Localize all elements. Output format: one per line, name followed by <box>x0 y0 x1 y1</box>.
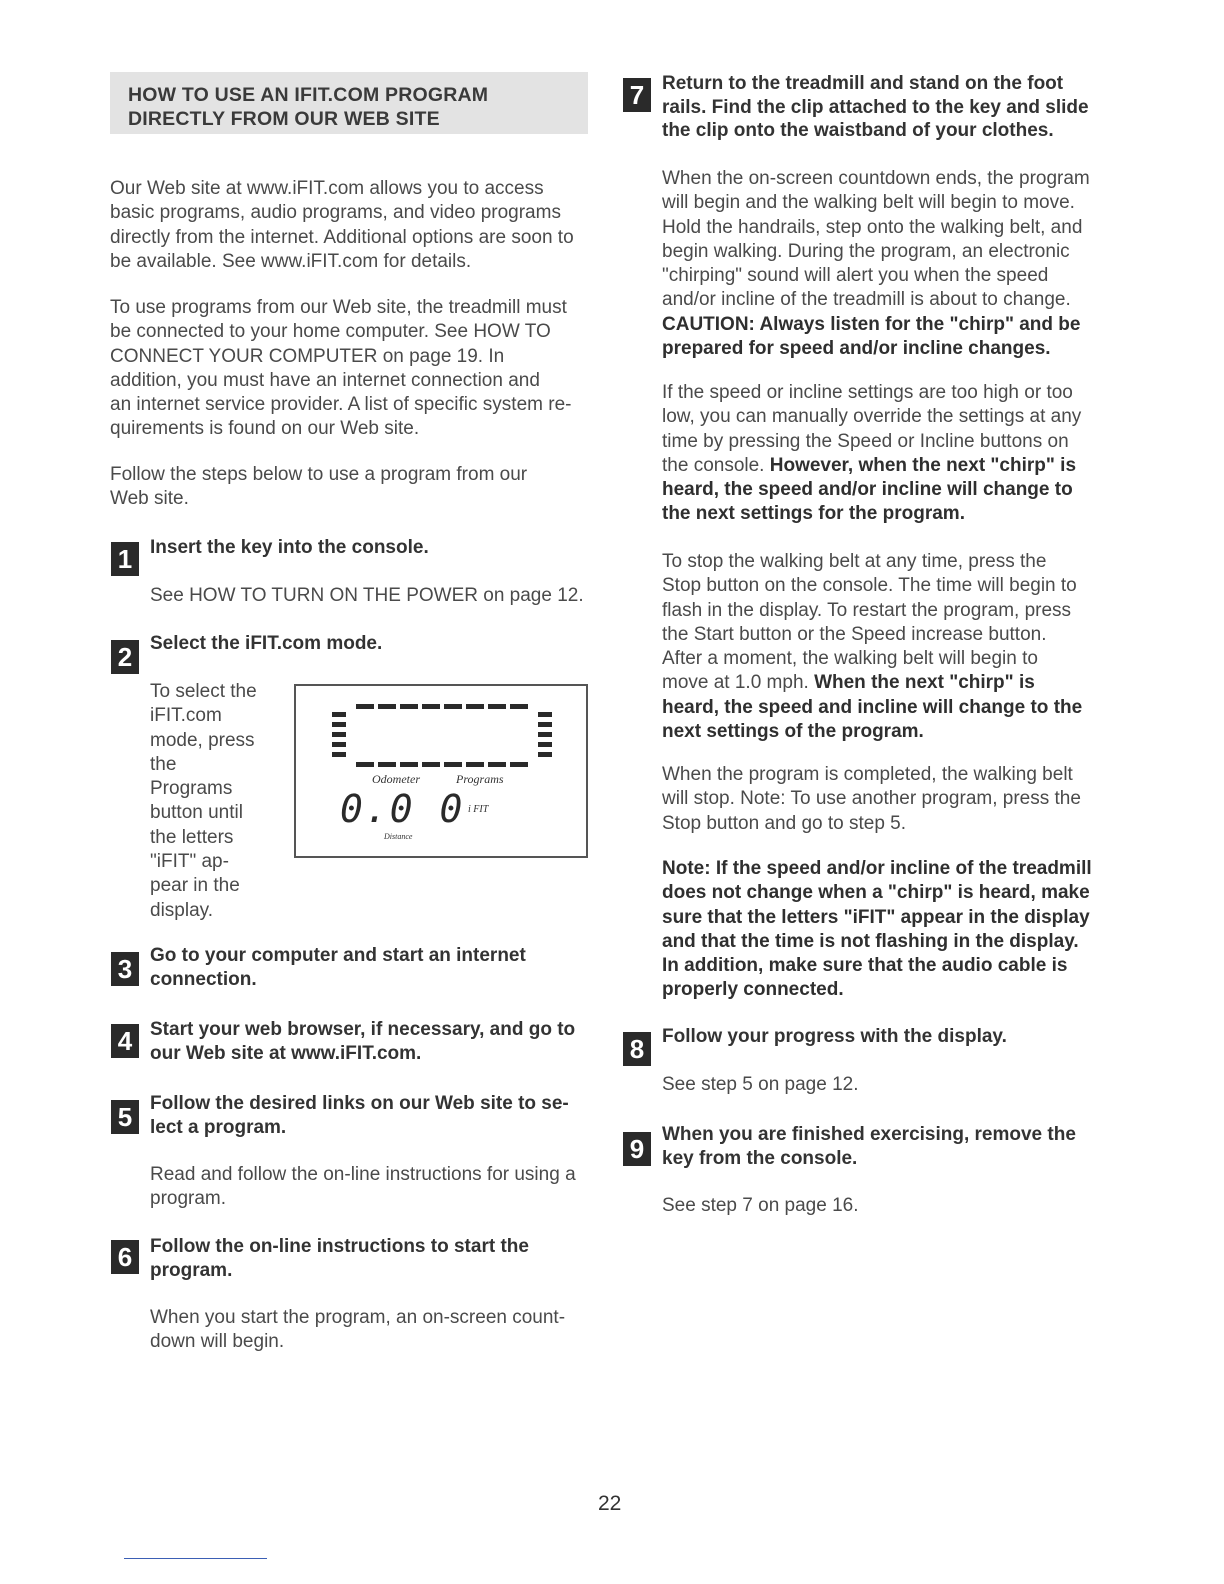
step-9-heading: When you are finished exercising, remove the key from the console. <box>662 1124 1076 1169</box>
step-5-badge: 5 <box>111 1100 139 1134</box>
console-display-illustration <box>294 684 588 858</box>
step-6-badge: 6 <box>111 1240 139 1274</box>
step-5-body: Read and follow the on-line instructions for using a program. <box>150 1164 576 1210</box>
step-8-badge: 8 <box>623 1032 651 1066</box>
step-6-heading: Follow the on-line instructions to start the program. <box>150 1236 529 1281</box>
step-2-heading: Select the iFIT.com mode. <box>150 633 383 654</box>
step-1-badge: 1 <box>111 542 139 576</box>
title-line-1: HOW TO USE AN IFIT.COM PROGRAM <box>128 84 489 106</box>
odometer-label: Odometer <box>372 772 420 786</box>
step-4-heading: Start your web browser, if necessary, and go to our Web site at www.iFIT.com. <box>150 1019 576 1064</box>
countdown-paragraph: When the on-screen countdown ends, the program will begin and the walking belt will begin to move. Hold the handrails, step onto the walking belt, and begin walking. During the program, an electronic "chirping" sound will alert you when the speed and/or incline of the treadmill is about to change. CAUTION: Always listen for the "chirp" and be prepared for speed and/or incline changes. <box>662 168 1090 360</box>
step-9-badge: 9 <box>623 1132 651 1166</box>
intro-paragraph-3: Follow the steps below to use a program from our Web site. <box>110 464 528 510</box>
stop-belt-paragraph: To stop the walking belt at any time, press the Stop button on the console. The time will begin to flash in the display. To restart the program, press the Start button or the Speed increase button. After a moment, the walking belt will begin to move at 1.0 mph. When the next "chirp" is heard, the speed and incline will change to the next settings of the program. <box>662 551 1083 743</box>
step-7-badge: 7 <box>623 78 651 112</box>
step-3-heading: Go to your computer and start an internet connection. <box>150 945 526 990</box>
step-8-body: See step 5 on page 12. <box>662 1074 859 1095</box>
step-5-heading: Follow the desired links on our Web site to se- lect a program. <box>150 1093 569 1138</box>
intro-paragraph-2: To use programs from our Web site, the treadmill must be connected to your home computer. See HOW TO CONNECT YOUR COMPUTER on page 19. In addition, you must have an internet connection and an internet service provider. A list of specific system re- quirements is found on our Web site. <box>110 297 572 440</box>
override-paragraph: If the speed or incline settings are too high or too low, you can manually override the settings at any time by pressing the Speed or Incline buttons on the console. However, when the next "chirp" is heard, the speed and/or incline will change to the next settings for the program. <box>662 382 1082 525</box>
program-complete-paragraph: When the program is completed, the walking belt will stop. Note: To use another program, press the Stop button and go to step 5. <box>662 764 1081 834</box>
programs-label: Programs <box>456 772 504 786</box>
step-1-heading: Insert the key into the console. <box>150 537 429 558</box>
step-9-body: See step 7 on page 16. <box>662 1195 859 1216</box>
note-paragraph: Note: If the speed and/or incline of the treadmill does not change when a "chirp" is heard, make sure that the letters "iFIT" appear in the display and that the time is not flashing in the display. In addition, make sure that the audio cable is properly connected. <box>662 858 1092 1001</box>
step-4-badge: 4 <box>111 1024 139 1058</box>
title-line-2: DIRECTLY FROM OUR WEB SITE <box>128 108 440 130</box>
step-1-body: See HOW TO TURN ON THE POWER on page 12. <box>150 585 584 606</box>
step-7-heading: Return to the treadmill and stand on the foot rails. Find the clip attached to the key and slide the clip onto the waistband of your clothes. <box>662 73 1089 141</box>
distance-label: Distance <box>384 832 413 841</box>
intro-paragraph-1: Our Web site at www.iFIT.com allows you to access basic programs, audio programs, and video programs directly from the internet. Additional options are soon to be available. See www.iFIT.com for details. <box>110 178 574 272</box>
step-3-badge: 3 <box>111 952 139 986</box>
page-number: 22 <box>598 1492 622 1515</box>
footer-rule <box>124 1558 267 1559</box>
step-2-badge: 2 <box>111 640 139 674</box>
display-digits: 0.0 0 <box>340 787 465 831</box>
ifit-indicator: i FIT <box>468 804 489 815</box>
step-2-body: To select the iFIT.com mode, press the Programs button until the letters "iFIT" ap- pear in the display. <box>150 681 257 921</box>
step-8-heading: Follow your progress with the display. <box>662 1026 1007 1047</box>
step-6-body: When you start the program, an on-screen count- down will begin. <box>150 1307 566 1353</box>
section-title-box <box>110 72 588 134</box>
